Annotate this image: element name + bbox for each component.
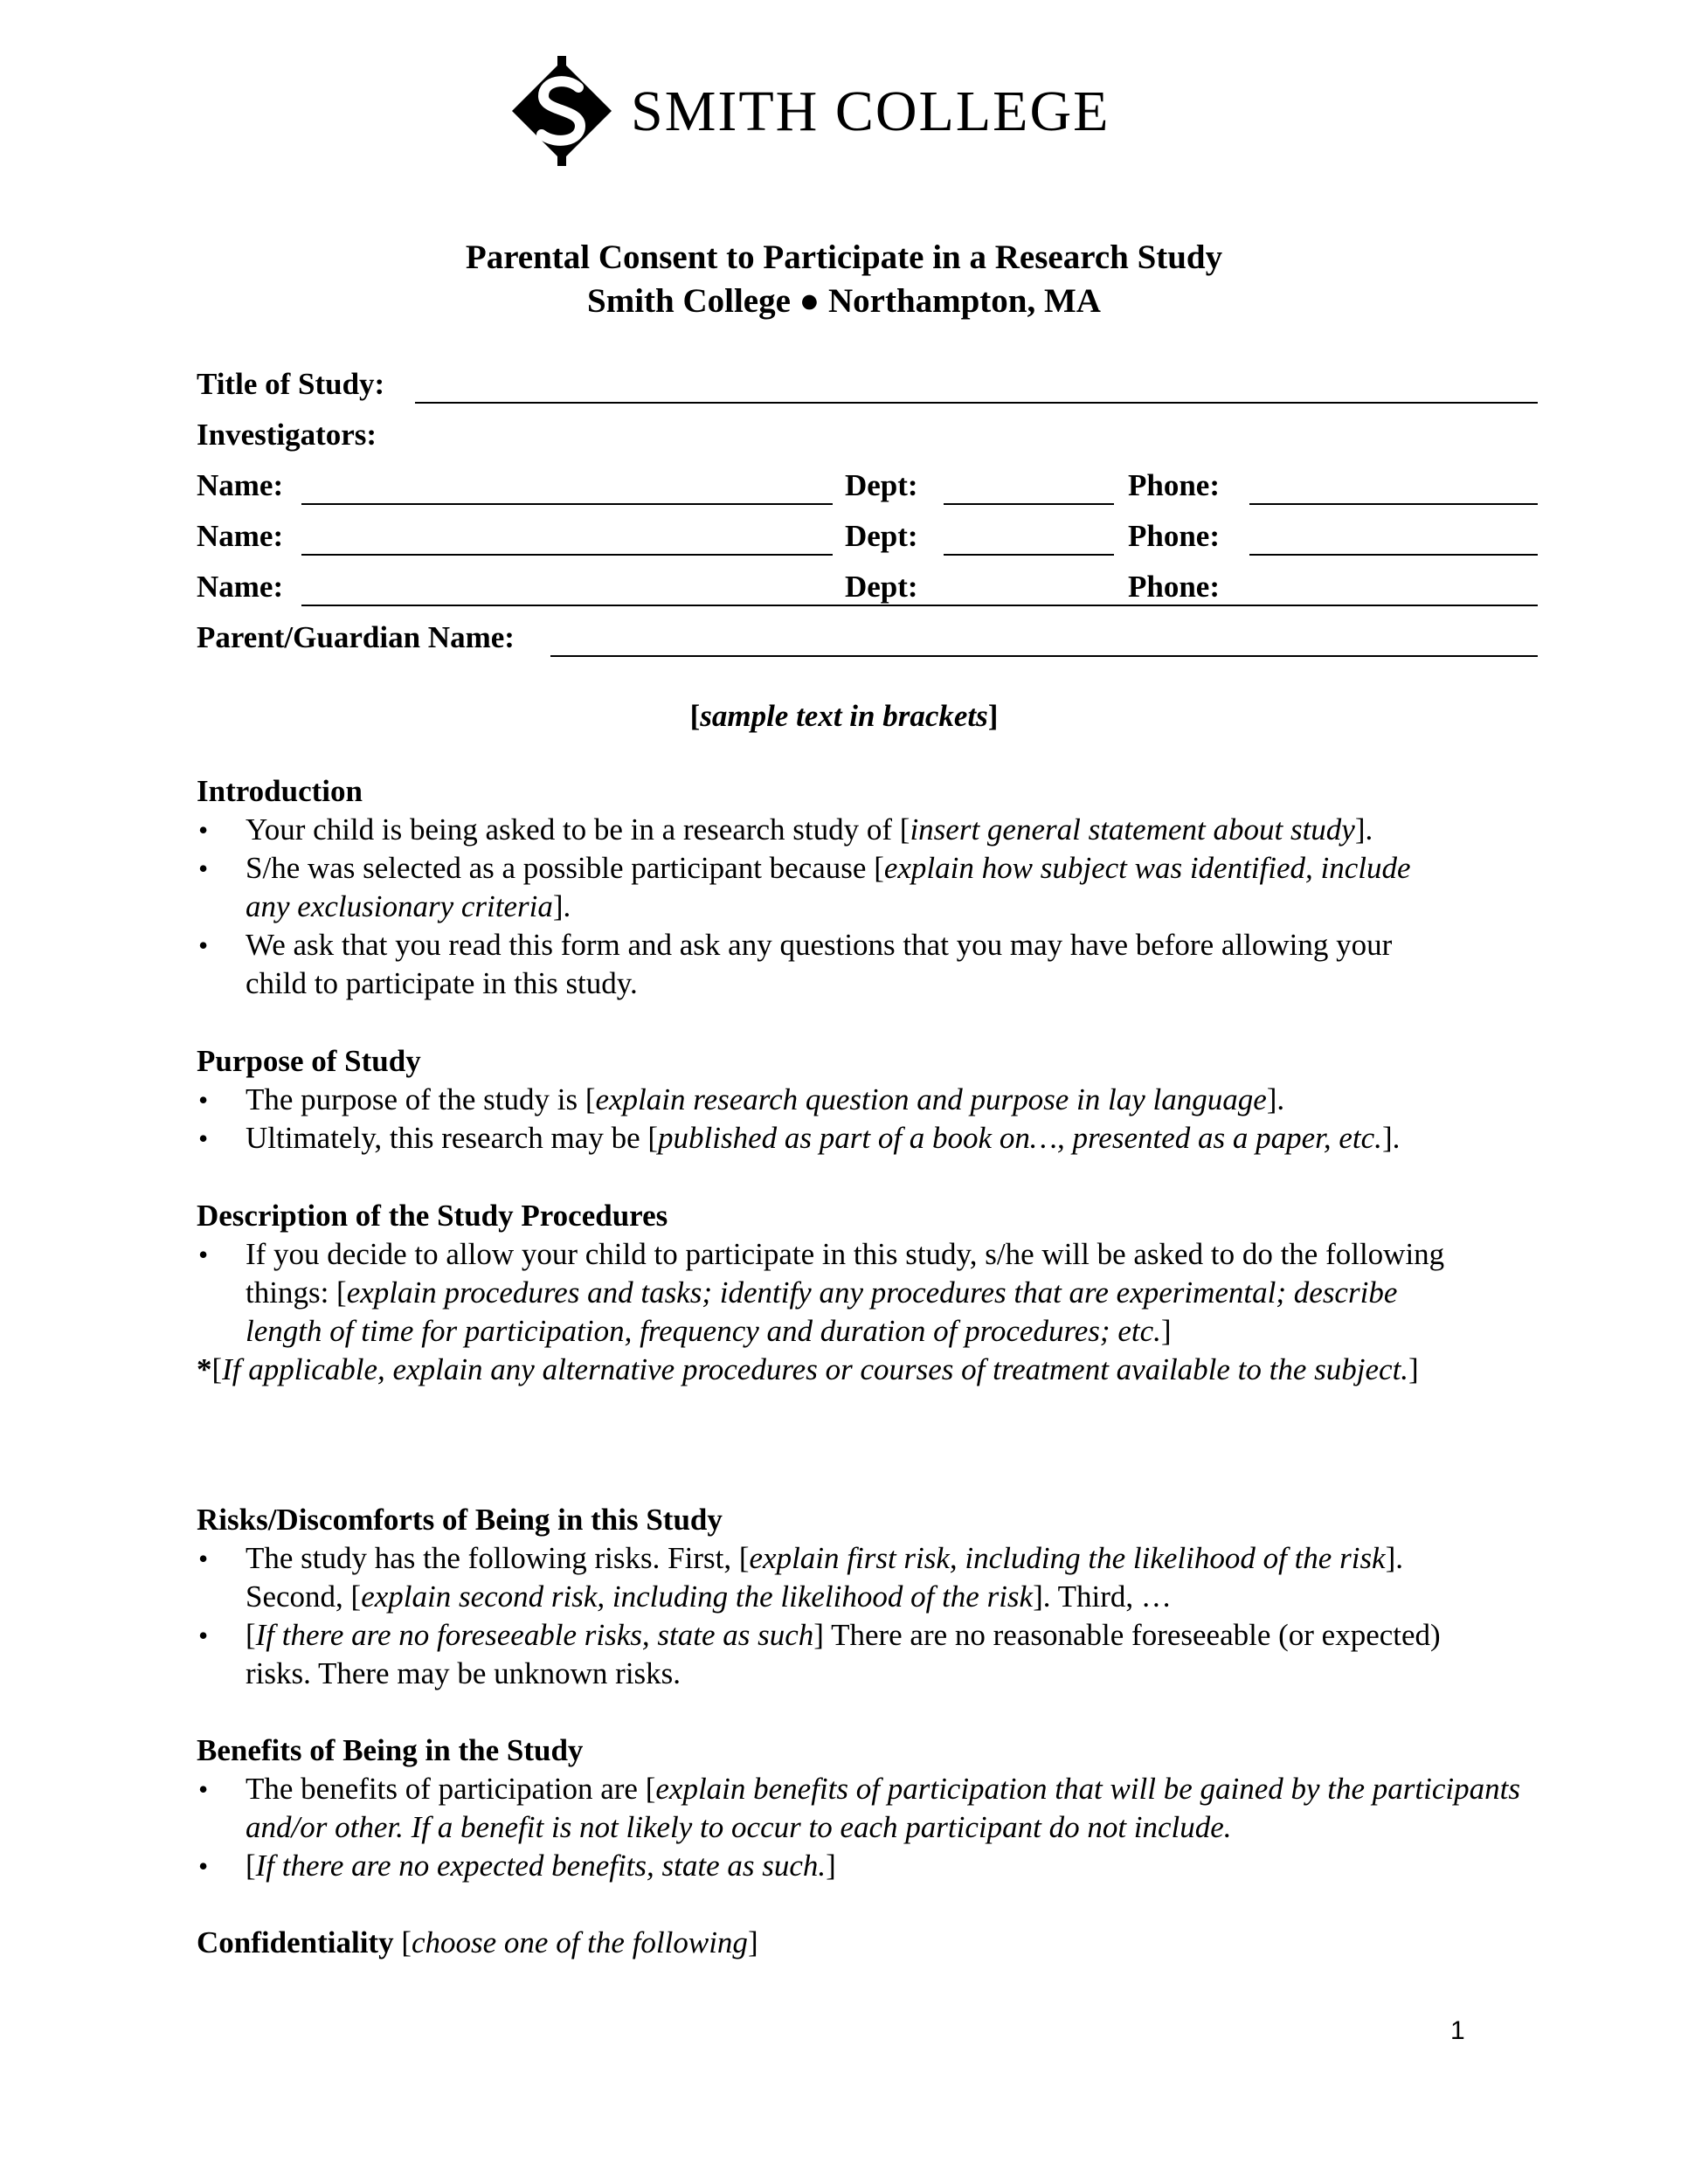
logo-wordmark: SMITH COLLEGE (631, 79, 1110, 143)
investigators-label: Investigators: (197, 418, 377, 452)
guardian-row (197, 620, 1538, 659)
investigator-phone-field[interactable] (1249, 554, 1538, 556)
guardian-name-field[interactable] (550, 655, 1538, 657)
section-heading: Purpose of Study (197, 1044, 421, 1078)
section-benefits (197, 1731, 1542, 1885)
sample-text-note: [sample text in brackets] (689, 699, 999, 733)
title-of-study-label: Title of Study: (197, 367, 385, 401)
list-item: • S/he was selected as a possible participant because [explain how subject was identified, include any exclusionary criteria]. (197, 849, 1542, 926)
list-item: • The study has the following risks. First, [explain first risk, including the likelihood of the risk]. Second, [explain second risk, including the likelihood of the risk]. Third, … (197, 1539, 1542, 1616)
investigator-combined-field[interactable] (301, 605, 1538, 606)
list-item: • If you decide to allow your child to participate in this study, s/he will be asked to do the following things: [explain procedures and tasks; identify any procedures that are experimental; describe length of time for participation, frequency and duration of procedures; etc.] (197, 1235, 1542, 1351)
investigator-phone-field[interactable] (1249, 503, 1538, 505)
section-heading: Introduction (197, 774, 363, 808)
smith-college-seal-icon (505, 54, 619, 168)
title-of-study-field[interactable] (415, 402, 1538, 404)
phone-label: Phone: (1128, 519, 1220, 553)
page-number: 1 (1450, 2016, 1465, 2045)
investigator-name-field[interactable] (301, 554, 833, 556)
name-label: Name: (197, 519, 284, 553)
phone-label: Phone: (1128, 468, 1220, 502)
investigators-row (197, 418, 1538, 456)
smith-college-logo (505, 54, 1152, 168)
investigator-row (197, 570, 1538, 608)
list-item: • Your child is being asked to be in a research study of [insert general statement about study]. (197, 811, 1542, 849)
dept-label: Dept: (845, 519, 918, 553)
dept-label: Dept: (845, 570, 918, 604)
investigator-dept-field[interactable] (944, 554, 1114, 556)
section-heading: Benefits of Being in the Study (197, 1733, 584, 1767)
document-title: Parental Consent to Participate in a Research Study (465, 238, 1223, 276)
investigator-dept-field[interactable] (944, 503, 1114, 505)
investigator-row (197, 468, 1538, 507)
section-risks (197, 1501, 1542, 1693)
alternative-procedures-note: *[If applicable, explain any alternative procedures or courses of treatment available to the subject.] (197, 1352, 1419, 1386)
guardian-name-label: Parent/Guardian Name: (197, 620, 515, 654)
investigator-row (197, 519, 1538, 557)
list-item: • [If there are no expected benefits, state as such.] (197, 1847, 1542, 1885)
phone-label: Phone: (1128, 570, 1220, 604)
section-heading: Risks/Discomforts of Being in this Study (197, 1503, 723, 1537)
list-item: • Ultimately, this research may be [published as part of a book on…, presented as a paper, etc.]. (197, 1119, 1542, 1158)
section-purpose (197, 1042, 1542, 1158)
dept-label: Dept: (845, 468, 918, 502)
document-subtitle: Smith College ● Northampton, MA (587, 282, 1101, 320)
section-procedures (197, 1197, 1542, 1389)
section-heading: Confidentiality (197, 1925, 394, 1959)
list-item: • The purpose of the study is [explain research question and purpose in lay language]. (197, 1081, 1542, 1119)
list-item: • The benefits of participation are [explain benefits of participation that will be gained by the participants and/or other. If a benefit is not likely to occur to each participant do not include. (197, 1770, 1542, 1847)
section-introduction (197, 772, 1542, 1003)
name-label: Name: (197, 570, 284, 604)
section-heading: Description of the Study Procedures (197, 1199, 668, 1233)
list-item: • [If there are no foreseeable risks, state as such] There are no reasonable foreseeable (or expected) risks. There may be unknown risks. (197, 1616, 1542, 1693)
investigator-name-field[interactable] (301, 503, 833, 505)
name-label: Name: (197, 468, 284, 502)
list-item: • We ask that you read this form and ask any questions that you may have before allowing your child to participate in this study. (197, 926, 1542, 1003)
title-of-study-row (197, 367, 1538, 405)
section-confidentiality: Confidentiality [choose one of the following] (197, 1925, 758, 1959)
